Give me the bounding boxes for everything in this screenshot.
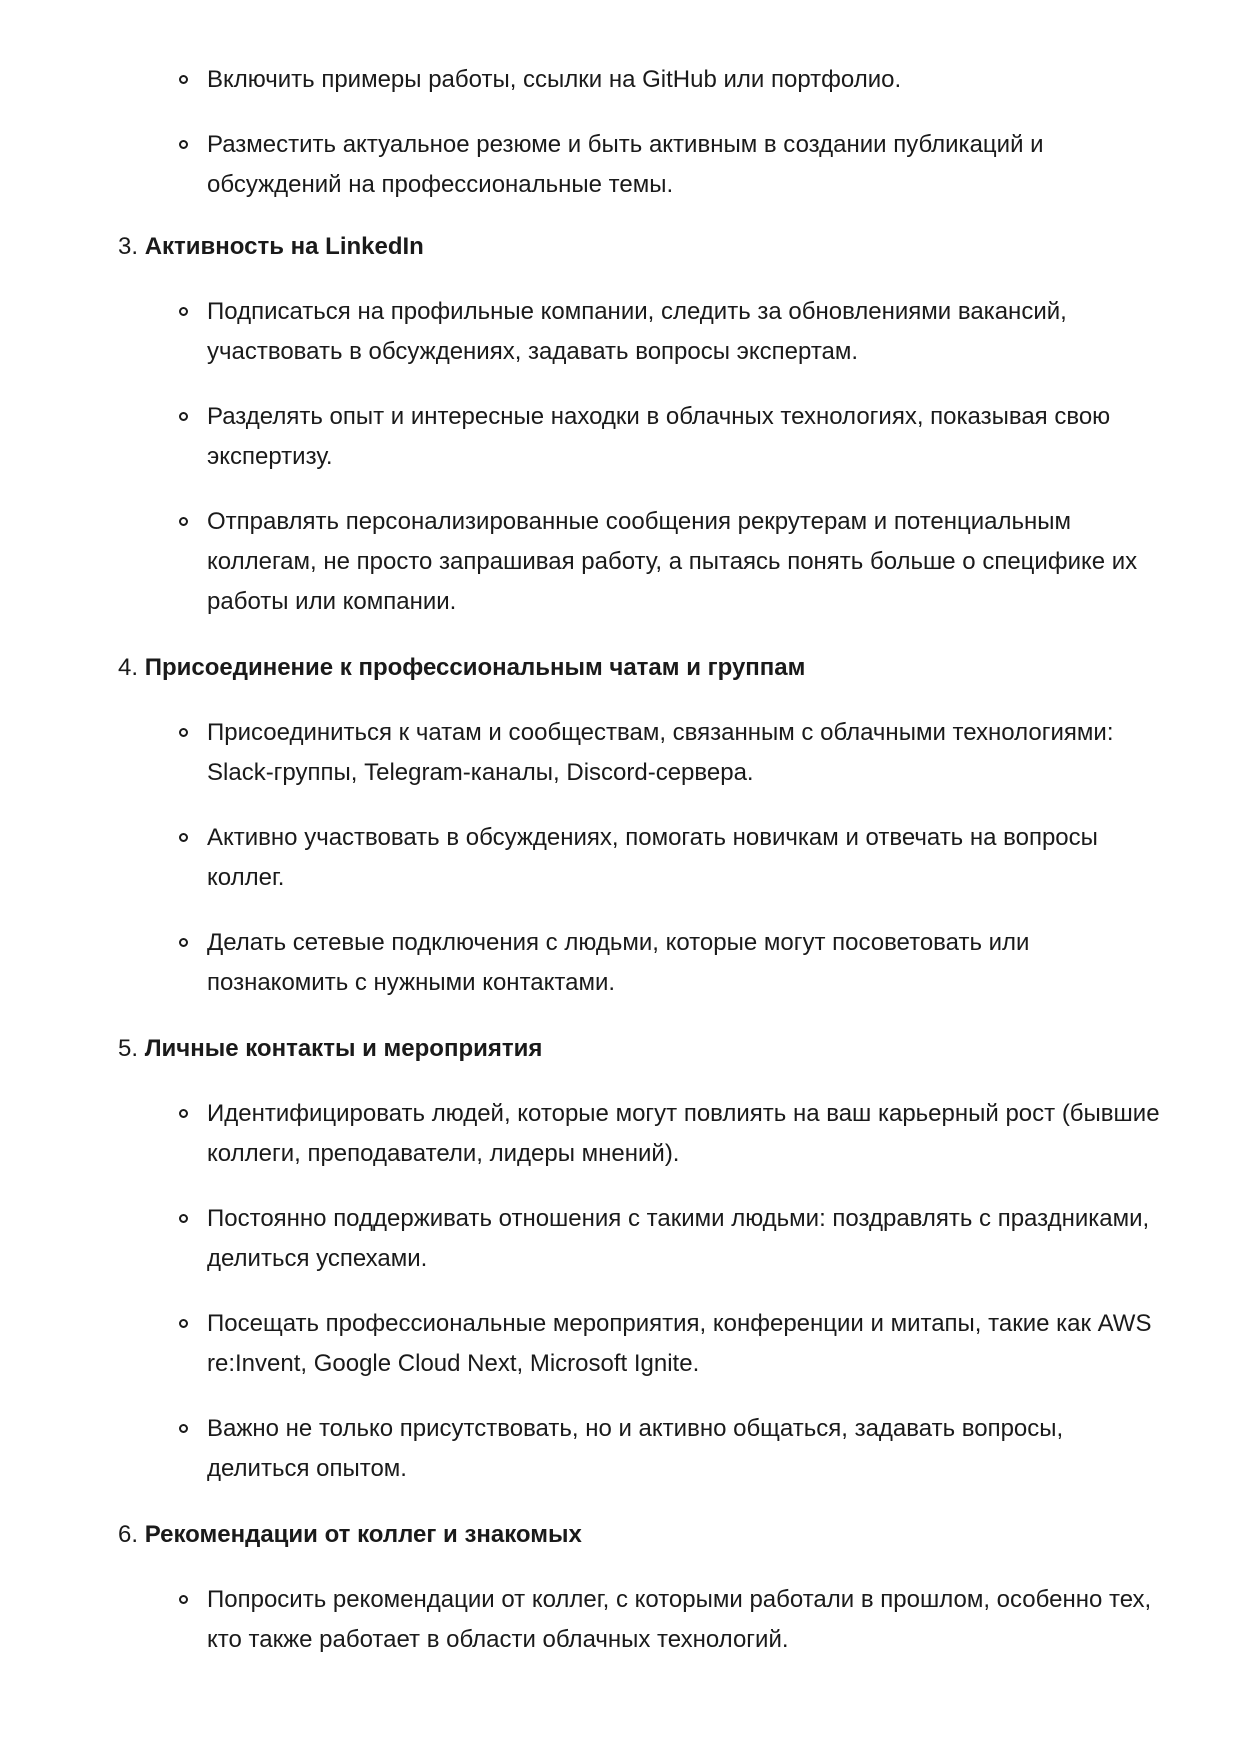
section-number: 5. <box>118 1035 139 1062</box>
list-item-text: Посещать профессиональные мероприятия, конференции и митапы, такие как AWS re:Invent, Google Cloud Next, Microsoft Ignite. <box>207 1310 1152 1377</box>
list-item-text: Делать сетевые подключения с людьми, которые могут посоветовать или познакомить с нужными контактами. <box>207 929 1030 996</box>
circle-bullet-icon <box>179 517 188 526</box>
circle-bullet-icon <box>179 833 188 842</box>
list-item-text: Постоянно поддерживать отношения с такими людьми: поздравлять с праздниками, делиться успехами. <box>207 1205 1150 1272</box>
section-number: 3. <box>118 233 139 260</box>
list-item-text: Присоединиться к чатам и сообществам, связанным с облачными технологиями: Slack-группы, Telegram-каналы, Discord-сервера. <box>207 719 1114 786</box>
section-number: 4. <box>118 654 139 681</box>
circle-bullet-icon <box>179 75 188 84</box>
list-item-text: Подписаться на профильные компании, следить за обновлениями вакансий, участвовать в обсуждениях, задавать вопросы экспертам. <box>207 298 1067 365</box>
section-title: Активность на LinkedIn <box>144 233 424 260</box>
list-item-text: Отправлять персонализированные сообщения рекрутерам и потенциальным коллегам, не просто запрашивая работу, а пытаясь понять больше о специфике их работы или компании. <box>207 508 1138 615</box>
circle-bullet-icon <box>179 1319 188 1328</box>
circle-bullet-icon <box>179 1424 188 1433</box>
circle-bullet-icon <box>179 938 188 947</box>
circle-bullet-icon <box>179 412 188 421</box>
list-item-text: Разместить актуальное резюме и быть активным в создании публикаций и обсуждений на профессиональные темы. <box>207 131 1044 198</box>
section-number: 6. <box>118 1521 139 1548</box>
section-title: Присоединение к профессиональным чатам и группам <box>144 654 806 681</box>
list-item-text: Разделять опыт и интересные находки в облачных технологиях, показывая свою экспертизу. <box>207 403 1111 470</box>
circle-bullet-icon <box>179 728 188 737</box>
list-item-text: Включить примеры работы, ссылки на GitHub или портфолио. <box>207 66 902 93</box>
section-heading <box>118 653 805 683</box>
section-heading <box>118 1520 582 1550</box>
circle-bullet-icon <box>179 307 188 316</box>
list-item-text: Попросить рекомендации от коллег, с которыми работали в прошлом, особенно тех, кто также работает в области облачных технологий. <box>207 1586 1152 1653</box>
circle-bullet-icon <box>179 140 188 149</box>
circle-bullet-icon <box>179 1595 188 1604</box>
section-heading <box>118 1034 542 1064</box>
section-title: Личные контакты и мероприятия <box>144 1035 543 1062</box>
circle-bullet-icon <box>179 1109 188 1118</box>
section-title: Рекомендации от коллег и знакомых <box>144 1521 582 1548</box>
circle-bullet-icon <box>179 1214 188 1223</box>
list-item-text: Идентифицировать людей, которые могут повлиять на ваш карьерный рост (бывшие коллеги, преподаватели, лидеры мнений). <box>207 1100 1160 1167</box>
section-heading <box>118 232 424 262</box>
list-item-text: Активно участвовать в обсуждениях, помогать новичкам и отвечать на вопросы коллег. <box>207 824 1098 891</box>
list-item-text: Важно не только присутствовать, но и активно общаться, задавать вопросы, делиться опытом. <box>207 1415 1064 1482</box>
